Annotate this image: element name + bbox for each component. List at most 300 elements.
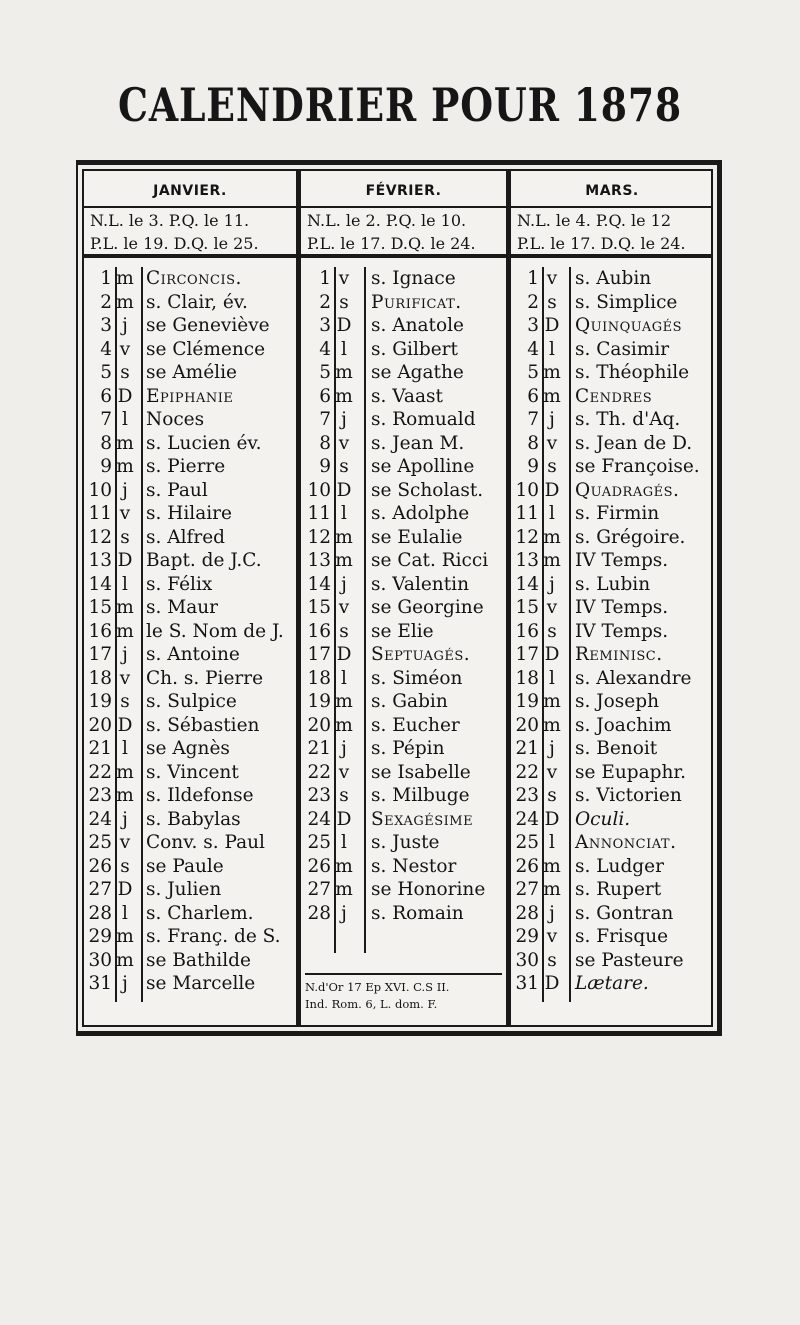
day-number: 6: [319, 385, 331, 407]
saint-name: se Bathilde: [146, 949, 251, 971]
day-row: [511, 479, 713, 503]
day-number: 8: [319, 432, 331, 454]
day-row: [511, 314, 713, 338]
weekday-letter: j: [549, 573, 555, 595]
day-row: [301, 455, 506, 479]
day-row: [511, 267, 713, 291]
day-row: [301, 784, 506, 808]
day-number: 21: [515, 738, 539, 759]
page-title: CALENDRIER POUR 1878: [118, 78, 682, 132]
weekday-letter: s: [120, 855, 130, 877]
weekday-letter: D: [544, 808, 560, 830]
saint-name: s. Eucher: [371, 714, 460, 736]
day-number: 11: [515, 503, 539, 524]
day-row: [84, 902, 296, 926]
day-number: 5: [319, 362, 331, 383]
day-row: [511, 361, 713, 385]
saint-name: s. Antoine: [146, 644, 240, 665]
weekday-letter: m: [543, 385, 561, 407]
day-row: [301, 338, 506, 362]
weekday-letter: l: [122, 573, 128, 595]
day-row: [511, 949, 713, 973]
saint-name: s. Clair, év.: [146, 291, 248, 313]
weekday-letter: l: [549, 338, 555, 360]
saint-name: s. Romuald: [371, 409, 476, 430]
day-row: [301, 549, 506, 573]
weekday-letter: v: [119, 503, 131, 524]
day-list: [511, 267, 713, 996]
day-row: [511, 737, 713, 761]
weekday-letter: s: [547, 785, 557, 806]
day-number: 31: [515, 973, 539, 994]
day-row: [511, 808, 713, 832]
day-row: [301, 643, 506, 667]
weekday-letter: v: [119, 667, 131, 689]
day-row: [84, 878, 296, 902]
moon-phase-line: P.L. le 19. D.Q. le 25.: [90, 234, 259, 253]
day-number: 16: [88, 620, 112, 642]
saint-name: s. Victorien: [575, 785, 682, 806]
day-number: 8: [527, 432, 539, 454]
day-number: 15: [515, 597, 539, 618]
day-row: [511, 714, 713, 738]
saint-name: se Elie: [371, 620, 434, 642]
weekday-letter: v: [338, 761, 350, 783]
day-row: [511, 831, 713, 855]
weekday-letter: s: [120, 526, 130, 548]
day-number: 14: [307, 573, 331, 595]
saint-name: s. Jean de D.: [575, 432, 693, 454]
saint-name: s. Vaast: [371, 385, 443, 407]
day-row: [511, 385, 713, 409]
day-row: [84, 667, 296, 691]
weekday-letter: m: [335, 691, 353, 712]
day-row: [301, 432, 506, 456]
day-number: 22: [88, 761, 112, 783]
day-number: 4: [100, 338, 112, 360]
saint-name: Cendres: [575, 385, 653, 407]
weekday-letter: j: [122, 808, 128, 830]
weekday-letter: m: [335, 714, 353, 736]
day-number: 22: [515, 761, 539, 783]
weekday-letter: D: [117, 714, 133, 736]
day-row: [301, 878, 506, 902]
day-number: 11: [307, 503, 331, 524]
day-row: [84, 338, 296, 362]
weekday-letter: s: [339, 456, 349, 477]
saint-name: s. Félix: [146, 573, 213, 595]
saint-name: s. Lubin: [575, 573, 651, 595]
day-row: [84, 502, 296, 526]
day-number: 9: [319, 456, 331, 477]
day-row: [511, 643, 713, 667]
weekday-letter: s: [547, 620, 557, 642]
saint-name: s. Joseph: [575, 691, 660, 712]
saint-name: s. Valentin: [371, 573, 469, 595]
moon-phase-line: N.L. le 3. P.Q. le 11.: [90, 211, 250, 230]
day-row: [301, 291, 506, 315]
saint-name: s. Frisque: [575, 926, 669, 947]
day-row: [511, 761, 713, 785]
day-row: [84, 761, 296, 785]
day-row: [84, 479, 296, 503]
day-row: [511, 502, 713, 526]
saint-name: s. Charlem.: [146, 902, 254, 924]
day-number: 7: [527, 409, 539, 430]
day-number: 10: [515, 479, 539, 501]
saint-name: se Françoise.: [575, 456, 700, 477]
weekday-letter: j: [549, 738, 555, 759]
weekday-letter: s: [339, 291, 349, 313]
day-number: 2: [319, 291, 331, 313]
saint-name: s. Joachim: [575, 714, 672, 736]
weekday-letter: D: [117, 550, 133, 571]
day-number: 26: [88, 855, 112, 877]
weekday-letter: l: [341, 503, 347, 524]
day-number: 25: [515, 832, 539, 853]
day-row: [301, 902, 506, 926]
saint-name: s. Firmin: [575, 503, 660, 524]
day-row: [301, 714, 506, 738]
saint-name: s. Pierre: [146, 456, 226, 477]
day-number: 28: [307, 902, 331, 924]
day-row: [511, 526, 713, 550]
saint-name: se Amélie: [146, 362, 237, 383]
day-number: 17: [88, 644, 112, 665]
day-row: [301, 267, 506, 291]
day-number: 12: [515, 526, 539, 548]
saint-name: s. Ildefonse: [146, 785, 254, 806]
day-number: 28: [88, 902, 112, 924]
weekday-letter: m: [116, 949, 134, 971]
saint-name: Conv. s. Paul: [146, 832, 265, 853]
saint-name: s. Gabin: [371, 691, 448, 712]
day-row: [301, 667, 506, 691]
day-number: 2: [527, 291, 539, 313]
weekday-letter: j: [341, 902, 347, 924]
weekday-letter: m: [116, 597, 134, 618]
saint-name: Quinquagés: [575, 315, 683, 336]
weekday-letter: l: [341, 667, 347, 689]
day-row: [511, 690, 713, 714]
day-row: [301, 573, 506, 597]
weekday-letter: m: [335, 385, 353, 407]
weekday-letter: l: [122, 738, 128, 759]
saint-name: s. Sébastien: [146, 714, 260, 736]
weekday-letter: v: [546, 926, 558, 947]
weekday-letter: m: [543, 550, 561, 571]
day-number: 17: [307, 644, 331, 665]
day-number: 13: [88, 550, 112, 571]
saint-name: s. Grégoire.: [575, 526, 686, 548]
day-number: 13: [307, 550, 331, 571]
day-row: [84, 831, 296, 855]
saint-name: s. Sulpice: [146, 691, 237, 712]
weekday-letter: s: [339, 620, 349, 642]
day-number: 8: [100, 432, 112, 454]
saint-name: se Pasteure: [575, 949, 684, 971]
weekday-letter: D: [544, 644, 560, 665]
day-number: 12: [307, 526, 331, 548]
saint-name: s. Alexandre: [575, 667, 692, 689]
day-number: 17: [515, 644, 539, 665]
weekday-letter: s: [547, 949, 557, 971]
weekday-letter: j: [341, 573, 347, 595]
weekday-letter: D: [117, 385, 133, 407]
weekday-letter: m: [543, 691, 561, 712]
day-number: 1: [527, 268, 539, 289]
day-row: [511, 338, 713, 362]
day-number: 21: [88, 738, 112, 759]
day-number: 15: [307, 597, 331, 618]
weekday-letter: j: [549, 902, 555, 924]
weekday-letter: v: [546, 761, 558, 783]
day-row: [511, 455, 713, 479]
day-row: [511, 549, 713, 573]
day-number: 6: [100, 385, 112, 407]
saint-name: s. Th. d'Aq.: [575, 409, 681, 430]
weekday-letter: m: [116, 620, 134, 642]
day-number: 29: [88, 926, 112, 947]
day-number: 28: [515, 902, 539, 924]
saint-name: Noces: [146, 409, 205, 430]
day-number: 25: [307, 832, 331, 853]
weekday-letter: v: [546, 268, 558, 289]
day-number: 14: [515, 573, 539, 595]
day-number: 25: [88, 832, 112, 853]
weekday-letter: m: [116, 432, 134, 454]
day-number: 4: [319, 338, 331, 360]
saint-name: IV Temps.: [575, 550, 669, 571]
day-number: 30: [515, 949, 539, 971]
day-row: [84, 643, 296, 667]
day-row: [301, 761, 506, 785]
day-row: [84, 314, 296, 338]
day-number: 19: [88, 691, 112, 712]
weekday-letter: D: [336, 479, 352, 501]
day-row: [84, 737, 296, 761]
moon-phases: [511, 206, 713, 258]
day-row: [84, 573, 296, 597]
saint-name: s. Romain: [371, 902, 464, 924]
month-column-fevrier: [301, 171, 511, 1025]
day-row: [84, 596, 296, 620]
saint-name: se Cat. Ricci: [371, 550, 489, 571]
weekday-letter: D: [336, 808, 352, 830]
saint-name: s. Babylas: [146, 808, 241, 830]
saint-name: s. Gilbert: [371, 338, 458, 360]
weekday-letter: j: [549, 409, 555, 430]
day-row: [84, 408, 296, 432]
day-number: 2: [100, 291, 112, 313]
saint-name: Reminisc.: [575, 644, 663, 665]
day-number: 19: [307, 691, 331, 712]
weekday-letter: m: [543, 362, 561, 383]
saint-name: s. Paul: [146, 479, 208, 501]
day-row: [84, 291, 296, 315]
day-number: 24: [307, 808, 331, 830]
day-row: [511, 972, 713, 996]
day-number: 20: [307, 714, 331, 736]
day-number: 18: [515, 667, 539, 689]
saint-name: Ch. s. Pierre: [146, 667, 264, 689]
saint-name: se Paule: [146, 855, 224, 877]
saint-name: IV Temps.: [575, 620, 669, 642]
day-row: [301, 479, 506, 503]
day-row: [84, 455, 296, 479]
saint-name: Septuagés.: [371, 644, 471, 665]
weekday-letter: m: [335, 855, 353, 877]
weekday-letter: m: [116, 291, 134, 313]
month-column-janvier: [84, 171, 301, 1025]
weekday-letter: m: [116, 456, 134, 477]
day-number: 22: [307, 761, 331, 783]
moon-phases: [84, 206, 296, 258]
saint-name: s. Vincent: [146, 761, 239, 783]
weekday-letter: l: [549, 832, 555, 853]
weekday-letter: m: [335, 879, 353, 900]
weekday-letter: v: [546, 432, 558, 454]
day-row: [511, 902, 713, 926]
computus-footnote: [305, 973, 502, 1013]
day-row: [301, 737, 506, 761]
weekday-letter: j: [122, 479, 128, 501]
moon-phase-line: P.L. le 17. D.Q. le 24.: [307, 234, 476, 253]
month-column-mars: [511, 171, 713, 1025]
day-number: 3: [319, 315, 331, 336]
day-row: [511, 291, 713, 315]
day-number: 3: [100, 315, 112, 336]
saint-name: s. Benoit: [575, 738, 658, 759]
saint-name: s. Alfred: [146, 526, 226, 548]
day-number: 5: [527, 362, 539, 383]
saint-name: se Honorine: [371, 879, 486, 900]
day-number: 23: [88, 785, 112, 806]
day-number: 13: [515, 550, 539, 571]
saint-name: Circoncis.: [146, 268, 242, 289]
weekday-letter: s: [339, 785, 349, 806]
saint-name: s. Juste: [371, 832, 440, 853]
day-row: [511, 596, 713, 620]
saint-name: Epiphanie: [146, 385, 234, 407]
day-row: [511, 925, 713, 949]
saint-name: se Eulalie: [371, 526, 463, 548]
weekday-letter: j: [122, 315, 128, 336]
moon-phase-line: N.L. le 4. P.Q. le 12: [517, 211, 672, 230]
day-row: [84, 784, 296, 808]
saint-name: s. Rupert: [575, 879, 662, 900]
saint-name: s. Maur: [146, 597, 218, 618]
day-number: 16: [515, 620, 539, 642]
day-number: 11: [88, 503, 112, 524]
day-number: 29: [515, 926, 539, 947]
day-row: [301, 855, 506, 879]
day-number: 31: [88, 973, 112, 994]
saint-name: Oculi.: [575, 808, 631, 830]
weekday-letter: m: [116, 926, 134, 947]
day-row: [301, 620, 506, 644]
day-number: 19: [515, 691, 539, 712]
saint-name: s. Aubin: [575, 268, 652, 289]
weekday-letter: D: [544, 973, 560, 994]
day-number: 7: [100, 409, 112, 430]
day-list: [84, 267, 296, 996]
day-row: [84, 361, 296, 385]
saint-name: se Isabelle: [371, 761, 471, 783]
saint-name: se Scholast.: [371, 479, 484, 501]
weekday-letter: l: [122, 902, 128, 924]
day-number: 23: [515, 785, 539, 806]
day-row: [511, 878, 713, 902]
weekday-letter: l: [549, 503, 555, 524]
day-number: 15: [88, 597, 112, 618]
day-row: [301, 808, 506, 832]
saint-name: le S. Nom de J.: [146, 620, 284, 642]
weekday-letter: v: [338, 432, 350, 454]
weekday-letter: m: [116, 785, 134, 806]
day-number: 20: [515, 714, 539, 736]
saint-name: s. Ludger: [575, 855, 664, 877]
saint-name: s. Pépin: [371, 738, 445, 759]
day-number: 16: [307, 620, 331, 642]
day-row: [84, 949, 296, 973]
moon-phase-line: P.L. le 17. D.Q. le 24.: [517, 234, 686, 253]
day-number: 4: [527, 338, 539, 360]
day-number: 9: [527, 456, 539, 477]
day-row: [511, 784, 713, 808]
weekday-letter: s: [120, 362, 130, 383]
day-row: [84, 972, 296, 996]
moon-phase-line: N.L. le 2. P.Q. le 10.: [307, 211, 467, 230]
day-number: 5: [100, 362, 112, 383]
day-row: [84, 620, 296, 644]
day-row: [301, 314, 506, 338]
day-row: [301, 408, 506, 432]
weekday-letter: v: [119, 338, 131, 360]
saint-name: s. Adolphe: [371, 503, 470, 524]
day-row: [84, 855, 296, 879]
saint-name: se Eupaphr.: [575, 761, 687, 783]
saint-name: Annonciat.: [575, 832, 677, 853]
saint-name: se Agathe: [371, 362, 464, 383]
saint-name: s. Casimir: [575, 338, 670, 360]
day-number: 20: [88, 714, 112, 736]
weekday-letter: D: [544, 315, 560, 336]
day-number: 3: [527, 315, 539, 336]
weekday-letter: m: [543, 714, 561, 736]
day-row: [511, 408, 713, 432]
day-row: [84, 808, 296, 832]
saint-name: se Marcelle: [146, 973, 256, 994]
day-row: [84, 432, 296, 456]
month-name: FÉVRIER.: [365, 183, 442, 199]
saint-name: s. Simplice: [575, 291, 678, 313]
weekday-letter: s: [547, 456, 557, 477]
saint-name: IV Temps.: [575, 597, 669, 618]
day-number: 27: [515, 879, 539, 900]
weekday-letter: s: [120, 691, 130, 712]
saint-name: Purificat.: [371, 291, 462, 313]
saint-name: s. Julien: [146, 879, 222, 900]
moon-phases: [301, 206, 506, 258]
day-row: [301, 526, 506, 550]
weekday-letter: m: [543, 855, 561, 877]
weekday-letter: v: [338, 597, 350, 618]
day-row: [84, 714, 296, 738]
day-row: [301, 385, 506, 409]
weekday-letter: j: [341, 738, 347, 759]
saint-name: se Geneviève: [146, 315, 270, 336]
